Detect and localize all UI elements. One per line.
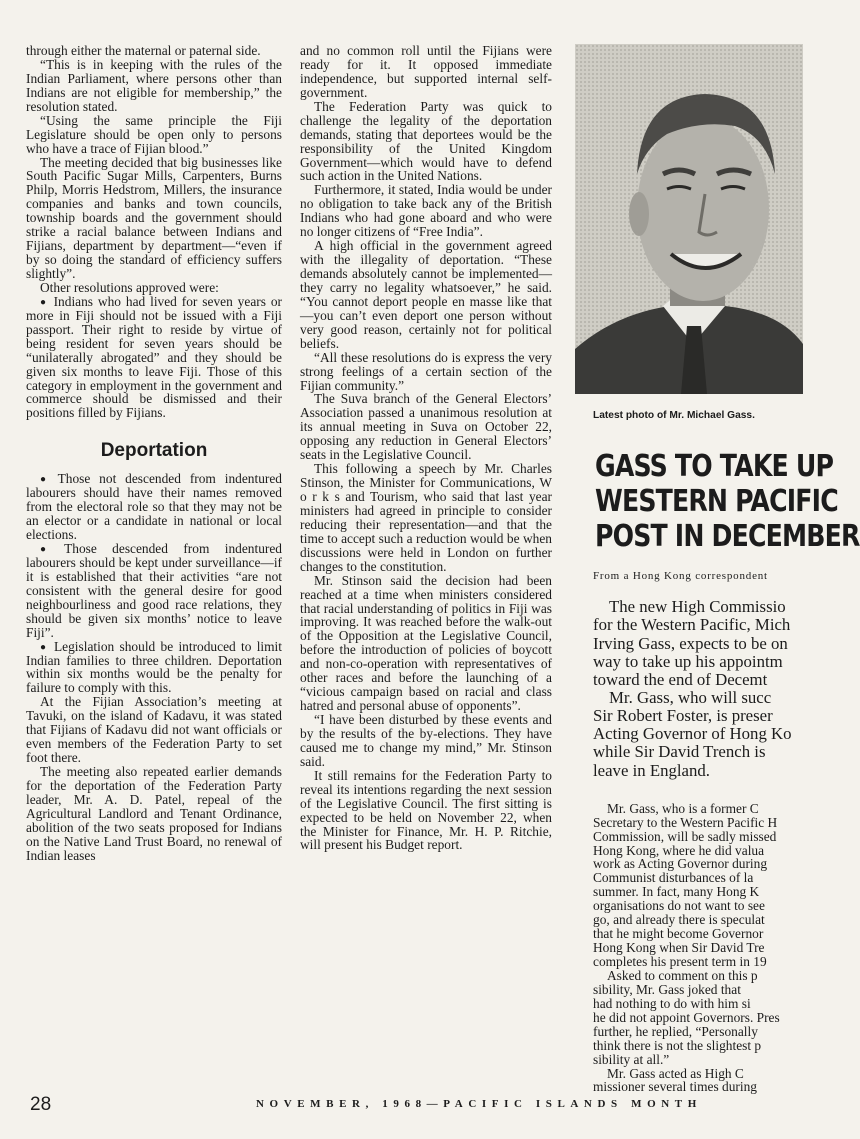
col2-body (300, 44, 552, 852)
paragraph: “This is in keeping with the rules of the Indian Parliament, where persons other than Indians are not eligible for membership,” the resolution stated. (26, 56, 282, 114)
headline-line: GASS TO TAKE UP (595, 449, 834, 484)
headline-line: WESTERN PACIFIC (595, 484, 838, 520)
paragraph: The Suva branch of the General Electors’ Association passed a unanimous resolution at its annual meeting in Suva on October 22, opposing any reduction in General Electors’ seats in the Legislative Council. (300, 391, 552, 463)
paragraph: It still remains for the Federation Party to reveal its intentions regarding the next session of the Legislative Council. The first sitting is expected to be held on November 22, when the Minister for Finance, Mr. H. P. Ritchie, will present his Budget report. (300, 767, 552, 853)
text-line: work as Acting Governor during (593, 856, 768, 872)
paragraph: The meeting also repeated earlier demands for the deportation of the Federation Party leader, Mr. A. D. Patel, repeal of the Agricultural Landlord and Tenant Ordinance, abolition of the two seats proposed for Indians on the Native Land Trust Board, no renewal of Indian leases (26, 764, 282, 863)
byline: From a Hong Kong correspondent (593, 570, 768, 583)
portrait-photo (575, 44, 803, 394)
text-line: Sir Robert Foster, is preser (593, 706, 773, 726)
paragraph: The meeting decided that big businesses like South Pacific Sugar Mills, Carpenters, Burns Philp, Morris Hedstrom, Millers, the insurance companies and banks and town councils, township boards and the government should strike a racial balance between Indians and Fijians, department by department—“even if by so doing the standard of efficiency suffers slightly”. (26, 154, 282, 281)
text-line: way to take up his appointm (593, 651, 783, 671)
col1-top (26, 44, 282, 420)
paragraph: Mr. Stinson said the decision had been reached at a time when ministers considered that racial understanding of politics in Fiji was improving. It was reached before the walk-out of the Opposition at the Legislative Council, before the introduction of policies of boycott and non-co-operation with representatives of other races and before the launching of a “vicious campaign based on racial and class hatred and personal abuse of opponents”. (300, 572, 552, 714)
paragraph: ● Those not descended from indentured labourers should have their names removed from the electoral role so that they may not be an elector or a candidate in national or local elections. (26, 472, 282, 542)
headline-line: POST IN DECEMBER (595, 519, 860, 555)
text-line: missioner several times during (593, 1079, 758, 1095)
text-line: Mr. Gass, who is a former C (607, 800, 759, 816)
col1-bottom (26, 472, 282, 862)
page-footer (0, 1088, 801, 1118)
paragraph: “Using the same principle the Fiji Legislature should be open only to persons who have a trace of Fijian blood.” (26, 112, 282, 156)
paragraph: through either the maternal or paternal side. (26, 43, 261, 58)
page-number: 28 (30, 1094, 52, 1115)
body-text (593, 802, 801, 1095)
photo-caption: Latest photo of Mr. Michael Gass. (593, 410, 755, 421)
paragraph: At the Fijian Association’s meeting at Tavuki, on the island of Kadavu, it was stated that Fijians of Kadavu did not want officials or even members of the Federation Party to set foot there. (26, 694, 282, 766)
paragraph: This following a speech by Mr. Charles Stinson, the Minister for Communications, W o r k s and Tourism, who said that last year ministers had agreed in principle to consider reducing their representation—and that the time to accept such a reduction would be when discussions were held in London on further changes to the constitution. (300, 461, 552, 574)
paragraph: A high official in the government agreed with the illegality of deportation. “These demands absolutely cannot be implemented—they carry no legality whatsoever,” he said. “You cannot deport people en masse like that—you can’t even deport one person without very good reason, certainly not for political beliefs. (300, 238, 552, 351)
text-line: Secretary to the Western Pacific H (593, 814, 778, 830)
text-line: Mr. Gass, who will succ (609, 687, 772, 707)
text-line: Communist disturbances of la (593, 870, 754, 886)
column-3 (573, 44, 860, 1095)
paragraph: The Federation Party was quick to challenge the legality of the deportation demands, stating that deportees would be the responsibility of the United Kingdom Government—which would have to defend such action in the United Nations. (300, 98, 552, 184)
paragraph: “All these resolutions do is express the very strong feelings of a certain section of the Fijian community.” (300, 349, 552, 393)
text-line: that he might become Governor (593, 926, 764, 942)
footer-issue: NOVEMBER, 1968—PACIFIC ISLANDS MONTH (256, 1098, 702, 1110)
text-line: go, and already there is speculat (593, 912, 765, 928)
text-line: had nothing to do with him si (593, 995, 751, 1011)
paragraph: ● Legislation should be introduced to limit Indian families to three children. Deportation within six months would be the penalty for failure to comply with this. (26, 640, 282, 696)
text-line: summer. In fact, many Hong K (593, 884, 760, 900)
text-line: toward the end of Decemt (593, 669, 768, 689)
paragraph: and no common roll until the Fijians were ready for it. It opposed immediate independence, but supported internal self-government. (300, 43, 552, 100)
text-line: organisations do not want to see (593, 898, 765, 914)
paragraph: “I have been disturbed by these events and by the results of the by-elections. They have caused me to change my mind,” Mr. Stinson said. (300, 712, 552, 769)
paragraph: ● Indians who had lived for seven years or more in Fiji should not be issued with a Fiji passport. Their right to reside by virtue of being resident for seven years should be “unilaterally abrogated” and they should be given six months to leave Fiji. Those of this category in employment in the government and commerce should be dismissed and their positions filled by Fijians. (26, 295, 282, 420)
text-line: Hong Kong, where he did valua (593, 842, 765, 858)
text-line: for the Western Pacific, Mich (593, 615, 791, 635)
text-line: think there is not the slightest p (593, 1037, 762, 1053)
text-line: completes his present term in 19 (593, 954, 767, 969)
lead-paragraph (593, 598, 801, 779)
subhead-deportation: Deportation (100, 440, 208, 462)
portrait-illustration (575, 44, 803, 394)
text-line: sibility, Mr. Gass joked that (593, 981, 741, 997)
column-1 (26, 44, 282, 863)
paragraph: ● Those descended from indentured labourers should be kept under surveillance—if it is established that their activities “are not consistent with the general desire for good neighbourliness and good race relations, they should be given six months’ notice to leave Fiji”. (26, 542, 282, 640)
text-line: Commission, will be sadly missed (593, 828, 777, 844)
text-line: Irving Gass, expects to be on (593, 633, 788, 653)
text-line: Mr. Gass acted as High C (607, 1065, 744, 1081)
text-line: leave in England. (593, 760, 710, 780)
paragraph: Furthermore, it stated, India would be under no obligation to take back any of the British Indians who had gone aboard and who were no longer citizens of “Free India”. (300, 182, 552, 240)
text-line: further, he replied, “Personally (593, 1023, 758, 1039)
text-line: Asked to comment on this p (607, 967, 758, 983)
headline (595, 449, 860, 555)
text-line: Hong Kong when Sir David Tre (593, 940, 765, 956)
text-line: The new High Commissio (609, 597, 786, 617)
text-line: sibility at all.” (593, 1051, 670, 1067)
text-line: while Sir David Trench is (593, 742, 766, 762)
text-line: Acting Governor of Hong Ko (593, 724, 792, 744)
column-2 (300, 44, 552, 852)
text-line: he did not appoint Governors. Pres (593, 1009, 780, 1025)
paragraph: Other resolutions approved were: (40, 279, 219, 295)
